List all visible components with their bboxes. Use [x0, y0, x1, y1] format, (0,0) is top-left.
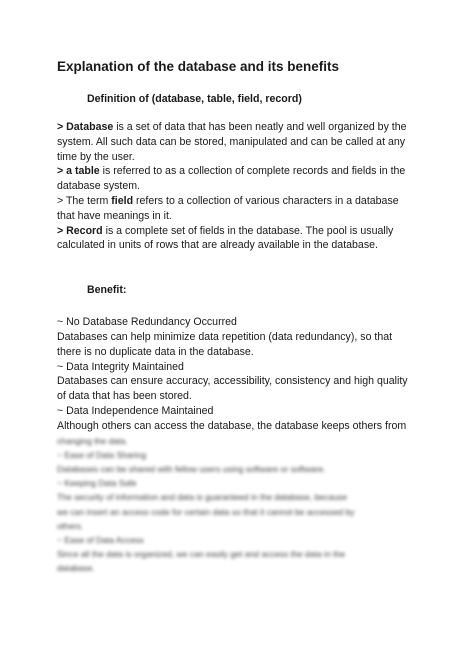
blurred-line: The security of information and data is guaranteed in the database, because	[57, 492, 347, 503]
definition-heading: Definition of (database, table, field, record)	[87, 93, 302, 105]
definition-prefix: > The term	[57, 194, 112, 207]
benefit-heading-item: ~ Data Integrity Maintained	[57, 360, 184, 373]
benefit-body: Databases can ensure accuracy, accessibility, consistency and high quality of data that has been stored.	[57, 375, 408, 403]
benefit-heading-item: ~ No Database Redundancy Occurred	[57, 316, 237, 329]
definition-term: Database	[66, 121, 114, 133]
document-content	[57, 58, 417, 576]
definition-text: is a set of data that has been neatly and well organized by the system. All such data can be stored, manipulated and can be called at any time by the user.	[57, 121, 407, 163]
definition-text: refers to a collection of various characters in a database that have meanings in it.	[57, 194, 399, 222]
blurred-line: ~ Ease of Data Access	[57, 534, 144, 545]
definition-database	[57, 120, 417, 164]
definition-text: is a complete set of fields in the database. The pool is usually calculated in units of rows that are already available in the database.	[57, 224, 394, 252]
blurred-preview-text	[57, 434, 417, 576]
definition-term: a table	[66, 165, 100, 178]
definitions-section	[57, 120, 417, 253]
definition-term: field	[111, 194, 134, 207]
blurred-line: changing the data.	[57, 435, 128, 446]
section-gap	[57, 253, 417, 283]
blurred-line: others.	[57, 520, 84, 531]
benefit-body: Databases can help minimize data repetition (data redundancy), so that there is no duplicate data in the database.	[57, 330, 393, 358]
benefit-heading: Benefit:	[87, 284, 127, 297]
document-title: Explanation of the database and its benefits	[57, 59, 340, 74]
benefit-body: Although others can access the database, the database keeps others from	[57, 419, 407, 432]
blurred-line: ~ Ease of Data Sharing	[57, 449, 147, 460]
definition-term: Record	[66, 224, 103, 237]
blurred-line: database.	[57, 563, 95, 574]
definition-text: is referred to as a collection of complete records and fields in the database system.	[57, 165, 406, 193]
blurred-line: Since all the data is organized, we can easily get and access the data in the	[57, 549, 346, 560]
blurred-line: ~ Keeping Data Safe	[57, 478, 137, 489]
blurred-line: we can insert an access code for certain data so that it cannot be accessed by	[57, 506, 355, 517]
definition-arrow: >	[57, 224, 67, 237]
blurred-line: Databases can be shared with fellow users using software or software.	[57, 463, 326, 474]
definition-arrow: >	[57, 165, 67, 178]
definition-field	[57, 194, 417, 224]
benefits-section	[57, 315, 417, 433]
definition-record	[57, 224, 417, 254]
definition-arrow: >	[57, 121, 67, 133]
benefit-heading-item: ~ Data Independence Maintained	[57, 404, 214, 417]
definition-table	[57, 164, 417, 194]
